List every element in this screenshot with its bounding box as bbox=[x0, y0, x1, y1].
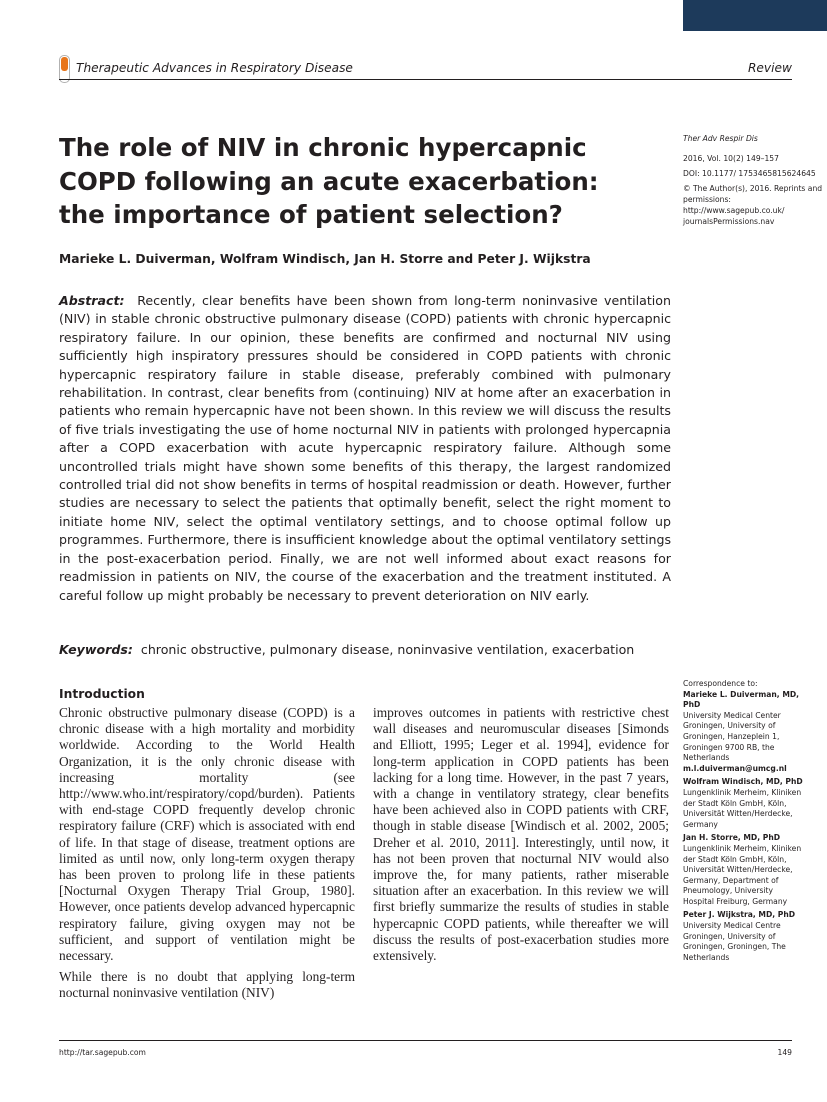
author-name: Wolfram Windisch, MD, PhD bbox=[683, 777, 803, 787]
body-column-2: improves outcomes in patients with restrictive chest wall diseases and neuromuscular diseases [Simonds and Elliott, 1995; Leger et al. 1994], evidence for long-term application in COPD patients has been lacking for a long time. However, in the past 7 years, with a change in ventilatory strategy, clear benefits have been achieved also in COPD patients with CRF, though in stable disease [Windisch et al. 2002, 2005; Dreher et al. 2010, 2011]. Interestingly, until now, it has not been proven that nocturnal NIV would also improve the, for many patients, rather miserable situation after an exacerbation. In this review we will first briefly summarize the results of studies in stable hypercapnic COPD patients, while thereafter we will discuss the results of post-exacerbation studies more extensively. bbox=[373, 705, 669, 964]
correspondence-entry bbox=[683, 777, 803, 830]
author-affiliation: Lungenklinik Merheim, Kliniken der Stadt Köln GmbH, Köln, Universität Witten/Herdecke, Germany, Department of Pneumology, University Hospital Freiburg, Germany bbox=[683, 843, 802, 906]
body-column-1-paragraph-1: Chronic obstructive pulmonary disease (COPD) is a chronic disease with a high mortality and morbidity worldwide. According to the World Health Organization, it is the only chronic disease with increasing mortality (see http://www.who.int/respiratory/copd/burden). Patients with end-stage COPD frequently develop chronic respiratory failure (CRF) which is associated with end of life. In that stage of disease, treatment options are limited as until now, only long-term oxygen therapy has been proven to prolong life in these patients [Nocturnal Oxygen Therapy Trial Group, 1980]. However, once patients develop advanced hypercapnic respiratory failure, giving oxygen may not be sufficient, and support of ventilation might be necessary. bbox=[59, 705, 355, 964]
correspondence-entry bbox=[683, 690, 803, 775]
journal-abbreviation: Ther Adv Respir Dis bbox=[683, 134, 758, 143]
keywords-label: Keywords: bbox=[59, 642, 133, 657]
correspondence-entry bbox=[683, 833, 803, 907]
journal-name: Therapeutic Advances in Respiratory Disease bbox=[76, 61, 353, 75]
corner-accent-block bbox=[683, 0, 827, 31]
article-type: Review bbox=[747, 61, 792, 75]
correspondence-entry bbox=[683, 910, 803, 963]
author-name: Peter J. Wijkstra, MD, PhD bbox=[683, 910, 796, 920]
copyright-notice: © The Author(s), 2016. Reprints and permissions: http://www.sagepub.co.uk/ journalsPermissions.nav bbox=[683, 184, 823, 226]
introduction-heading: Introduction bbox=[59, 687, 145, 701]
author-affiliation: University Medical Centre Groningen, University of Groningen, Groningen, The Netherlands bbox=[683, 921, 786, 962]
article-title: The role of NIV in chronic hypercapnic COPD following an acute exacerbation: the importance of patient selection? bbox=[59, 133, 599, 229]
article-metadata bbox=[683, 133, 823, 227]
body-column-1-paragraph-2: While there is no doubt that applying long-term nocturnal noninvasive ventilation (NIV) bbox=[59, 969, 355, 1001]
author-name: Marieke L. Duiverman, MD, PhD bbox=[683, 689, 800, 710]
correspondence-label: Correspondence to: bbox=[683, 679, 758, 688]
footer-rule bbox=[59, 1040, 792, 1041]
author-name: Jan H. Storre, MD, PhD bbox=[683, 833, 781, 843]
page-number: 149 bbox=[777, 1048, 792, 1057]
keywords bbox=[59, 641, 671, 659]
author-list: Marieke L. Duiverman, Wolfram Windisch, Jan H. Storre and Peter J. Wijkstra bbox=[59, 252, 591, 266]
keywords-text: chronic obstructive, pulmonary disease, noninvasive ventilation, exacerbation bbox=[140, 642, 635, 657]
correspondence-block bbox=[683, 679, 803, 966]
author-affiliation: University Medical Center Groningen, University of Groningen, Hanzeplein 1, Groningen 9700 RB, the Netherlands bbox=[683, 710, 781, 763]
footer-url: http://tar.sagepub.com bbox=[59, 1048, 146, 1057]
journal-tab-fill bbox=[61, 57, 68, 71]
abstract-label: Abstract: bbox=[59, 293, 125, 308]
abstract bbox=[59, 292, 671, 605]
author-affiliation: Lungenklinik Merheim, Kliniken der Stadt Köln GmbH, Köln, Universität Witten/Herdecke, Germany bbox=[683, 787, 802, 829]
author-email: m.l.duiverman@umcg.nl bbox=[683, 763, 787, 773]
doi: DOI: 10.1177/ 1753465815624645 bbox=[683, 169, 816, 178]
header-rule bbox=[59, 79, 792, 80]
citation-line: 2016, Vol. 10(2) 149–157 bbox=[683, 154, 779, 163]
abstract-text: Recently, clear benefits have been shown from long-term noninvasive ventilation (NIV) in stable chronic obstructive pulmonary disease (COPD) patients with chronic hypercapnic respiratory failure. In our opinion, these benefits are confirmed and nocturnal NIV using sufficiently high inspiratory pressures should be considered in COPD patients with chronic hypercapnic respiratory failure in stable disease, preferably combined with pulmonary rehabilitation. In contrast, clear benefits from (continuing) NIV at home after an exacerbation in patients who remain hypercapnic have not been shown. In this review we will discuss the results of five trials investigating the use of home nocturnal NIV in patients with prolonged hypercapnia after a COPD exacerbation with acute hypercapnic respiratory failure. Although some uncontrolled trials might have shown some benefits of this therapy, the largest randomized controlled trial did not show benefits in terms of hospital readmission or death. However, further studies are necessary to select the patients that optimally benefit, select the right moment to initiate home NIV, select the optimal ventilatory settings, and to choose optimal follow up programmes. Furthermore, there is insufficient knowledge about the optimal ventilatory settings in the post-exacerbation period. Finally, we are not well informed about exact reasons for readmission in patients on NIV, the course of the exacerbation and the treatment instituted. A careful follow up might probably be necessary to prevent deterioration on NIV early. bbox=[59, 293, 671, 603]
